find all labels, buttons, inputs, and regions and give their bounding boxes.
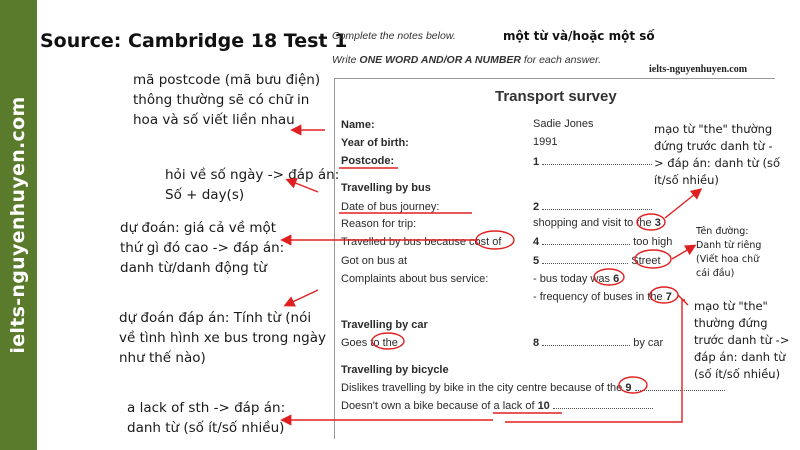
- complaint-1: - bus today was 6: [533, 273, 620, 285]
- bus-heading: Travelling by bus: [341, 182, 431, 194]
- q4-blank: 4 too high: [533, 236, 673, 248]
- instruction-line-1: Complete the notes below.: [332, 30, 456, 42]
- postcode-note: mã postcode (mã bưu điện) thông thường sẽ có chữ in hoa và số viết liền nhau: [133, 72, 321, 128]
- brand-vertical-text: ielts-nguyenhuyen.com: [7, 96, 29, 354]
- got-on-label: Got on bus at: [341, 255, 408, 267]
- yob-label: Year of birth:: [341, 137, 409, 149]
- street-note: Tên đường: Danh từ riêng (Viết hoa chữ cái đầu): [696, 226, 762, 279]
- yob-value: 1991: [533, 136, 558, 148]
- was-arrow: [286, 290, 318, 305]
- q1-blank: 1: [533, 155, 652, 168]
- q2-blank: 2: [533, 200, 652, 213]
- because-label: Travelled by bus because cost of: [341, 236, 502, 248]
- source-title: Source: Cambridge 18 Test 1: [40, 30, 348, 52]
- doesnt-own-label: Doesn't own a bike because of a lack of 10: [341, 399, 653, 412]
- complaints-label: Complaints about bus service:: [341, 273, 489, 285]
- the-note-bottom: mạo từ "the" thường đứng trước danh từ -> đáp án: danh từ (số ít/số nhiều): [694, 299, 790, 381]
- reason-value: shopping and visit to the 3: [533, 217, 661, 229]
- bicycle-heading: Travelling by bicycle: [341, 364, 449, 376]
- adjective-note: dự đoán đáp án: Tính từ (nói về tình hình xe bus trong ngày như thế nào): [119, 310, 326, 366]
- reason-label: Reason for trip:: [341, 218, 417, 230]
- car-heading: Travelling by car: [341, 319, 428, 331]
- date-label: Date of bus journey:: [341, 201, 440, 213]
- q8-blank: 8 by car: [533, 337, 664, 349]
- name-label: Name:: [341, 119, 375, 131]
- goes-label: Goes to the: [341, 337, 398, 349]
- postcode-label: Postcode:: [341, 155, 395, 167]
- complaint-2: - frequency of buses in the 7: [533, 291, 672, 303]
- name-value: Sadie Jones: [533, 118, 594, 130]
- survey-title: Transport survey: [495, 88, 617, 105]
- instruction-line-2: Write ONE WORD AND/OR A NUMBER for each answer.: [332, 54, 602, 66]
- answer-hint: một từ và/hoặc một số: [503, 29, 655, 43]
- dislikes-label: Dislikes travelling by bike in the city centre because of the 9: [341, 381, 725, 394]
- q5-blank: 5 Street: [533, 255, 661, 267]
- date-note: hỏi về số ngày -> đáp án: Số + day(s): [165, 167, 340, 203]
- sidebar-band: [0, 0, 37, 450]
- watermark-site: ielts-nguyenhuyen.com: [649, 64, 748, 75]
- cost-note: dự đoán: giá cả về một thứ gì đó cao -> đáp án: danh từ/danh động từ: [120, 220, 285, 276]
- the-note-top: mạo từ "the" thường đứng trước danh từ - > đáp án: danh từ (số ít/số nhiều): [654, 122, 781, 187]
- lack-note: a lack of sth -> đáp án: danh từ (số ít/số nhiều): [127, 400, 286, 436]
